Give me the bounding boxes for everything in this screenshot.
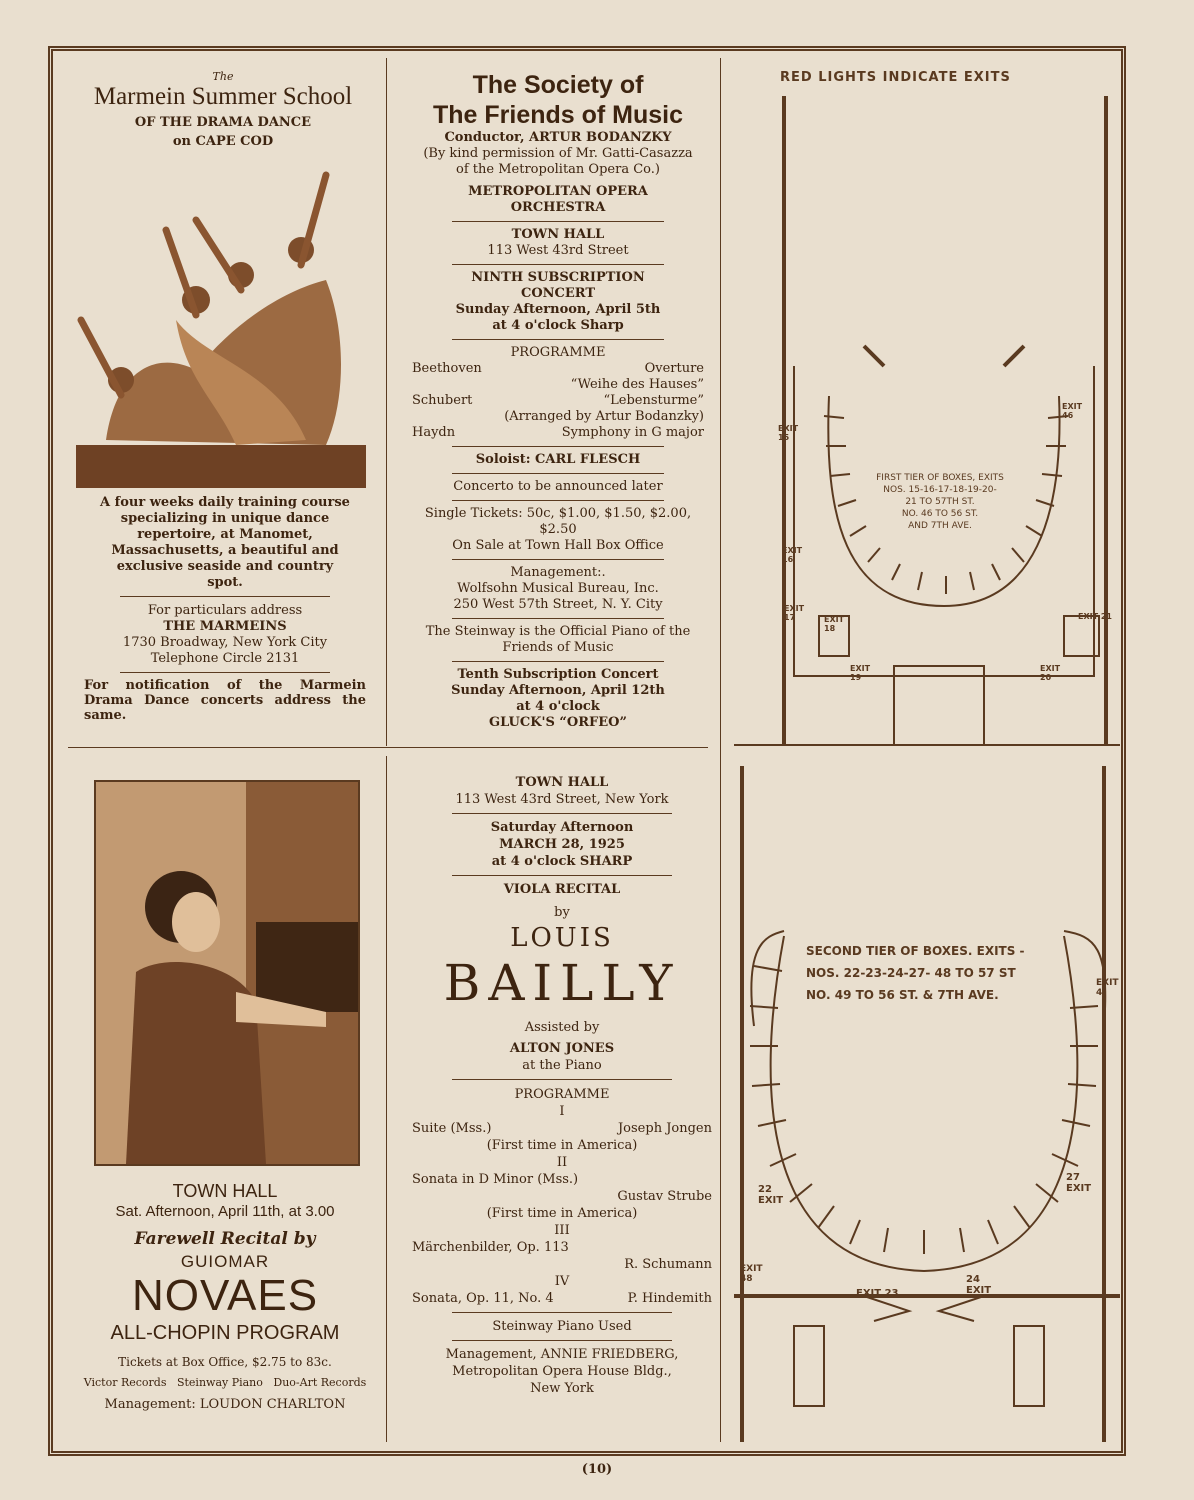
exit-label: EXIT 18 <box>824 615 845 633</box>
programme-composer: Haydn <box>412 425 456 440</box>
first-tier-caption4: NO. 46 TO 56 ST. <box>901 509 979 519</box>
programme-composer: Gustav Strube <box>617 1189 712 1204</box>
programme-composer: Joseph Jongen <box>617 1121 712 1136</box>
society-next-concert: Tenth Subscription Concert <box>457 667 659 682</box>
society-tickets: Single Tickets: 50c, $1.00, $1.50, $2.00, $2.50 <box>424 506 692 537</box>
exit-label: EXIT 23 <box>856 1288 899 1299</box>
marmein-the: The <box>212 70 234 83</box>
bailly-programme-heading: PROGRAMME <box>514 1087 610 1102</box>
novaes-first-name: GUIOMAR <box>180 1252 270 1271</box>
society-address: 113 West 43rd Street <box>487 243 629 258</box>
bailly-pianist: ALTON JONES <box>509 1041 615 1056</box>
bailly-at-piano: at the Piano <box>522 1058 602 1073</box>
bailly-programme <box>412 1103 712 1307</box>
marmein-address: 1730 Broadway, New York City <box>122 635 328 650</box>
programme-work: Sonata in D Minor (Mss.) <box>412 1172 579 1187</box>
first-tier-caption3: 21 TO 57TH ST. <box>905 497 975 507</box>
society-date: Sunday Afternoon, April 5th <box>455 302 661 317</box>
programme-number: I <box>559 1104 565 1119</box>
novaes-last-name: NOVAES <box>131 1271 319 1320</box>
society-time: at 4 o'clock Sharp <box>492 318 624 333</box>
programme-note: “Weihe des Hauses” <box>570 377 704 392</box>
marmein-phone: Telephone Circle 2131 <box>150 651 300 666</box>
society-programme-heading: PROGRAMME <box>510 345 606 360</box>
exit-label: EXIT 48 <box>740 1264 763 1284</box>
bailly-management1: Management, ANNIE FRIEDBERG, <box>445 1347 679 1362</box>
society-ad <box>412 70 704 731</box>
dancers-photo <box>76 170 366 488</box>
novaes-program: ALL-CHOPIN PROGRAM <box>110 1322 340 1344</box>
second-tier-caption <box>806 940 1025 1006</box>
second-tier-caption1: SECOND TIER OF BOXES. EXITS - <box>806 944 1025 958</box>
exit-label: 24 EXIT <box>966 1274 992 1296</box>
first-tier-caption <box>870 472 1010 532</box>
programme-composer: Beethoven <box>412 361 482 376</box>
society-permission: (By kind permission of Mr. Gatti-Casazza of the Metropolitan Opera Co.) <box>423 146 693 177</box>
society-steinway: The Steinway is the Official Piano of the Friends of Music <box>425 624 691 655</box>
marmein-ad <box>68 70 378 149</box>
society-management1: Wolfsohn Musical Bureau, Inc. <box>457 581 659 596</box>
first-tier-caption1: FIRST TIER OF BOXES, EXITS <box>876 473 1004 483</box>
marmein-particulars: For particulars address <box>147 603 303 618</box>
programme-number: III <box>554 1223 570 1238</box>
novaes-recital: Farewell Recital by <box>134 1229 316 1249</box>
exit-label: EXIT 19 <box>850 664 871 682</box>
programme-note: (First time in America) <box>486 1138 638 1153</box>
first-tier-plan <box>734 96 1120 746</box>
exit-label: EXIT 15 <box>778 424 799 442</box>
programme-note: (Arranged by Artur Bodanzky) <box>504 409 704 424</box>
programme-work: Märchenbilder, Op. 113 <box>412 1240 569 1255</box>
exit-lights-header: RED LIGHTS INDICATE EXITS <box>780 70 1011 85</box>
bailly-address: 113 West 43rd Street, New York <box>455 792 669 807</box>
bailly-recital: VIOLA RECITAL <box>503 882 621 897</box>
programme-work: Suite (Mss.) <box>412 1121 492 1136</box>
programme-work: Overture <box>644 361 704 376</box>
novaes-date: Sat. Afternoon, April 11th, at 3.00 <box>115 1203 335 1220</box>
bailly-management2: Metropolitan Opera House Bldg., <box>452 1364 672 1379</box>
marmein-org: THE MARMEINS <box>163 619 287 634</box>
exit-label: 27 EXIT <box>1066 1172 1092 1194</box>
exit-label: EXIT 4 <box>1096 978 1119 998</box>
programme-work: “Lebensturme” <box>603 393 704 408</box>
bailly-ad <box>412 774 712 1397</box>
bailly-time: at 4 o'clock SHARP <box>491 854 633 869</box>
society-on-sale: On Sale at Town Hall Box Office <box>452 538 664 553</box>
programme-work: Sonata, Op. 11, No. 4 <box>412 1291 554 1306</box>
first-tier-caption5: AND 7TH AVE. <box>908 521 972 531</box>
society-concerto: Concerto to be announced later <box>453 479 663 494</box>
exit-label: EXIT 16 <box>782 546 803 564</box>
society-venue: TOWN HALL <box>511 227 605 242</box>
programme-number: IV <box>554 1274 570 1289</box>
marmein-notification: For notification of the Marmein Drama Dance concerts address the same. <box>84 678 366 723</box>
column-divider <box>386 58 387 746</box>
society-management-label: Management:. <box>510 565 606 580</box>
programme-composer: Schubert <box>412 393 473 408</box>
bailly-steinway: Steinway Piano Used <box>492 1319 632 1334</box>
society-conductor: Conductor, ARTUR BODANZKY <box>444 130 672 145</box>
exit-label: EXIT 46 <box>1062 402 1083 420</box>
society-title2: The Friends of Music <box>432 101 684 129</box>
bailly-day: Saturday Afternoon <box>490 820 634 835</box>
programme-composer: R. Schumann <box>624 1257 712 1272</box>
society-management2: 250 West 57th Street, N. Y. City <box>453 597 663 612</box>
second-tier-caption2: NOS. 22-23-24-27- 48 TO 57 ST <box>806 966 1016 980</box>
bailly-date: MARCH 28, 1925 <box>499 837 625 852</box>
column-divider <box>720 58 721 1442</box>
bailly-first-name: LOUIS <box>510 923 614 953</box>
column-divider <box>386 756 387 1442</box>
programme-number: II <box>556 1155 568 1170</box>
row-divider <box>68 747 708 748</box>
society-programme <box>412 361 704 441</box>
exit-label: EXIT 17 <box>784 604 805 622</box>
society-concert: NINTH SUBSCRIPTION CONCERT <box>471 270 645 301</box>
programme-note: (First time in America) <box>486 1206 638 1221</box>
society-next-work: GLUCK'S “ORFEO” <box>489 715 627 730</box>
novaes-records: Victor Records Steinway Piano Duo-Art Records <box>83 1376 367 1389</box>
bailly-assisted: Assisted by <box>524 1020 600 1035</box>
marmein-line1: OF THE DRAMA DANCE <box>134 115 312 130</box>
second-tier-plan <box>734 766 1120 1442</box>
exit-label: EXIT 20 <box>1040 664 1061 682</box>
exit-label: EXIT 21 <box>1078 612 1112 621</box>
marmein-info <box>80 495 370 723</box>
society-title1: The Society of <box>472 71 644 99</box>
exit-label: 22 EXIT <box>758 1184 784 1206</box>
first-tier-caption2: NOS. 15-16-17-18-19-20- <box>883 485 997 495</box>
society-soloist: Soloist: CARL FLESCH <box>475 452 641 467</box>
bailly-management3: New York <box>530 1381 594 1396</box>
society-next-time: at 4 o'clock <box>516 699 600 714</box>
bailly-venue: TOWN HALL <box>515 775 609 790</box>
bailly-by: by <box>554 905 570 920</box>
society-orchestra: METROPOLITAN OPERA ORCHESTRA <box>468 184 648 215</box>
programme-composer: P. Hindemith <box>627 1291 712 1306</box>
novaes-tickets: Tickets at Box Office, $2.75 to 83c. <box>118 1355 332 1369</box>
marmein-description: A four weeks daily training course specializing in unique dance repertoire, at Manomet, Massachusetts, a beautiful and exclusive seaside and country spot. <box>100 495 350 590</box>
bailly-last-name: BAILLY <box>443 954 681 1012</box>
marmein-title: Marmein Summer School <box>93 83 353 110</box>
novaes-management: Management: LOUDON CHARLTON <box>104 1397 346 1412</box>
marmein-line2: on CAPE COD <box>172 134 274 149</box>
novaes-venue: TOWN HALL <box>172 1181 278 1201</box>
novaes-ad <box>80 1180 370 1416</box>
second-tier-caption3: NO. 49 TO 56 ST. & 7TH AVE. <box>806 988 999 1002</box>
pianist-photo <box>94 780 360 1166</box>
programme-work: Symphony in G major <box>561 425 704 440</box>
page-number: (10) <box>581 1462 613 1477</box>
society-next-date: Sunday Afternoon, April 12th <box>451 683 665 698</box>
